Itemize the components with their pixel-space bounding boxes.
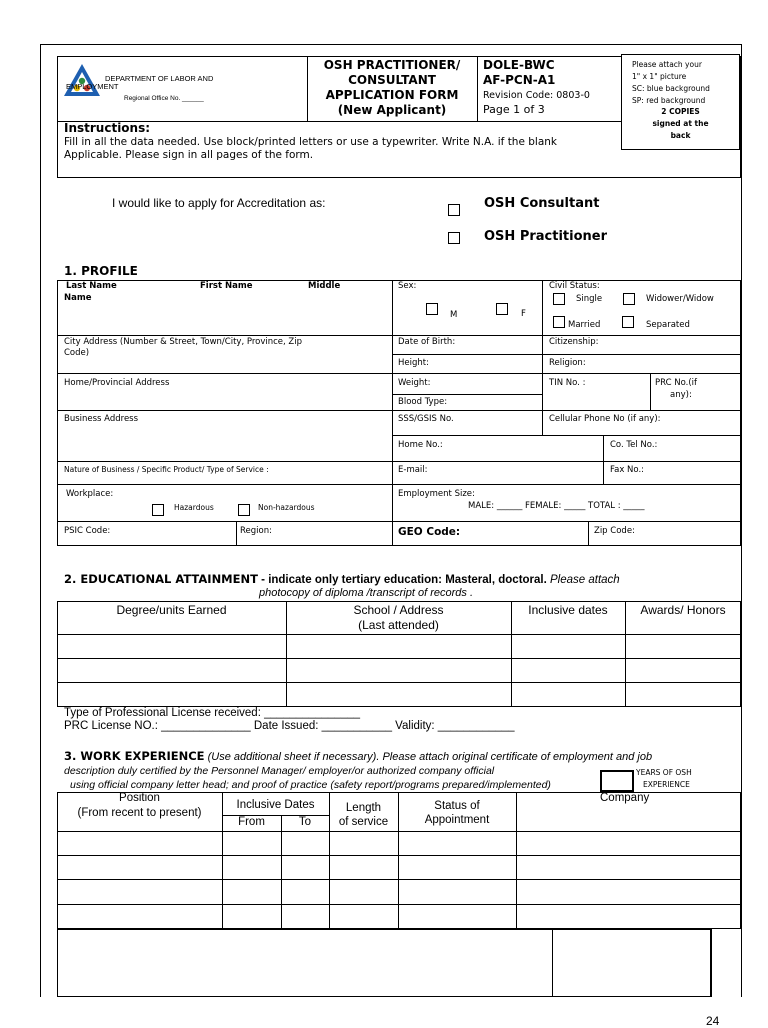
instructions-line2: Applicable. Please sign in all pages of the form. (64, 149, 314, 161)
form-title-2: CONSULTANT (348, 73, 436, 87)
work-line2: description duly certified by the Personnel Manager/ employer/or authorized company official (64, 765, 495, 777)
regional-office: Regional Office No. ______ (124, 95, 204, 102)
years-experience-box[interactable] (600, 770, 634, 792)
last-name-label: Last Name (66, 281, 117, 291)
degree-column-header: Degree/units Earned (116, 603, 227, 617)
years-experience-label-2: EXPERIENCE (643, 780, 690, 789)
years-experience-label-1: YEARS OF OSH (636, 768, 692, 777)
instructions-line1: Fill in all the data needed. Use block/printed letters or use a typewriter. Write N.A. if the blank (64, 136, 558, 148)
form-code-1: DOLE-BWC (483, 58, 555, 72)
form-title-4: (New Applicant) (337, 103, 447, 117)
sex-f-checkbox[interactable] (496, 303, 508, 315)
dob-label: Date of Birth: (398, 337, 456, 347)
to-header: To (298, 816, 312, 828)
awards-header: Awards/ Honors (640, 603, 726, 617)
profile-heading: 1. PROFILE (64, 264, 138, 278)
non-hazardous-label: Non-hazardous (258, 503, 315, 512)
education-heading-rest: - indicate only tertiary education: Masteral, doctoral. (257, 574, 547, 586)
school-column-header-2: (Last attended) (358, 618, 439, 632)
photo-note-6: signed at the (652, 119, 709, 128)
page-number: 24 (706, 1014, 720, 1028)
fax-label: Fax No.: (610, 465, 645, 475)
separated-label: Separated (646, 320, 690, 330)
sex-f-label: F (521, 309, 526, 319)
bottom-right-box (553, 929, 712, 997)
inclusive-dates-header: Inclusive dates (528, 603, 608, 617)
email-label: E-mail: (398, 465, 428, 475)
work-line3: using official company letter head; and proof of practice (safety report/programs prepared/implemented) (70, 779, 551, 791)
photo-note-5: 2 COPIES (661, 107, 700, 116)
form-title-1: OSH PRACTITIONER/ (323, 58, 461, 72)
photo-note-3: SC: blue background (632, 84, 710, 93)
education-line2: photocopy of diploma /transcript of records . (259, 587, 473, 599)
photo-note-2: 1" x 1" picture (632, 72, 687, 81)
single-label: Single (576, 294, 603, 304)
cellular-label: Cellular Phone No (if any): (549, 414, 661, 424)
citizenship-label: Citizenship: (549, 337, 599, 347)
dept-name-line2: EMPLOYMENT (66, 82, 119, 91)
revision-code: Revision Code: 0803-0 (483, 90, 590, 101)
first-name-label: First Name (200, 281, 253, 291)
from-header: From (238, 816, 265, 828)
employment-size-label: Employment Size: (398, 489, 475, 499)
height-label: Height: (398, 358, 429, 368)
sex-m-label: M (450, 310, 458, 320)
work-heading-rest: (Use additional sheet if necessary). Please attach original certificate of employment and job (204, 751, 653, 763)
workplace-label: Workplace: (66, 489, 114, 499)
length-header-1: Length (345, 802, 382, 814)
company-header: Company (600, 792, 650, 804)
city-address-label-1: City Address (Number & Street, Town/City, Province, Zip (64, 337, 303, 347)
form-code-2: AF-PCN-A1 (483, 73, 556, 87)
osh-practitioner-checkbox[interactable] (448, 232, 460, 244)
sss-label: SSS/GSIS No. (398, 414, 454, 424)
form-title-3: APPLICATION FORM (325, 88, 459, 102)
page-of: Page 1 of 3 (483, 103, 545, 116)
work-heading (64, 749, 652, 763)
married-label: Married (568, 320, 601, 330)
co-tel-label: Co. Tel No.: (610, 440, 658, 450)
inclusive-dates-work-header: Inclusive Dates (236, 799, 315, 811)
married-checkbox[interactable] (553, 316, 565, 328)
instructions-title: Instructions: (64, 121, 151, 135)
civil-status-label: Civil Status: (549, 281, 600, 291)
work-heading-title: 3. WORK EXPERIENCE (64, 749, 205, 763)
sex-m-checkbox[interactable] (426, 303, 438, 315)
prc-license-line: PRC License NO.: ______________ Date Issued: ___________ Validity: ____________ (64, 720, 515, 732)
position-header-2: (From recent to present) (77, 807, 202, 819)
home-no-label: Home No.: (398, 440, 443, 450)
position-header-1: Position (119, 792, 160, 804)
psic-code-label: PSIC Code: (64, 526, 111, 536)
separated-checkbox[interactable] (622, 316, 634, 328)
nature-business-label: Nature of Business / Specific Product/ Type of Service : (64, 465, 269, 474)
photo-note-1: Please attach your (632, 60, 702, 69)
widower-checkbox[interactable] (623, 293, 635, 305)
osh-consultant-label: OSH Consultant (484, 196, 600, 211)
weight-label: Weight: (398, 378, 431, 388)
name-label: Name (64, 293, 92, 303)
education-heading-italic: Please attach (546, 574, 620, 586)
hazardous-label: Hazardous (174, 503, 214, 512)
home-address-label: Home/Provincial Address (64, 378, 170, 388)
single-checkbox[interactable] (553, 293, 565, 305)
geo-code-label: GEO Code: (398, 526, 461, 538)
sex-label: Sex: (398, 281, 417, 291)
osh-practitioner-label: OSH Practitioner (484, 229, 607, 244)
prc-label-1: PRC No.(if (655, 378, 698, 388)
religion-label: Religion: (549, 358, 586, 368)
region-label: Region: (240, 526, 272, 536)
blood-type-label: Blood Type: (398, 397, 448, 407)
business-address-label: Business Address (64, 414, 139, 424)
widower-label: Widower/Widow (646, 294, 714, 304)
apply-label: I would like to apply for Accreditation as: (112, 196, 326, 210)
city-address-label-2: Code) (64, 348, 90, 358)
bottom-box (57, 929, 553, 997)
zip-code-label: Zip Code: (594, 526, 635, 536)
education-heading-title: 2. EDUCATIONAL ATTAINMENT (64, 572, 258, 586)
dept-name-line1: DEPARTMENT OF LABOR AND (105, 74, 214, 83)
status-header-2: Appointment (424, 814, 490, 826)
length-header-2: of service (338, 816, 389, 828)
non-hazardous-checkbox[interactable] (238, 504, 250, 516)
status-header-1: Status of (434, 800, 480, 812)
male-female-total: MALE: ______ FEMALE: _____ TOTAL : _____ (468, 501, 645, 511)
prc-label-2: any): (670, 390, 692, 400)
middle-label: Middle (308, 281, 341, 291)
photo-note-7: back (670, 131, 691, 140)
hazardous-checkbox[interactable] (152, 504, 164, 516)
tin-label: TIN No. : (549, 378, 586, 388)
education-heading (64, 572, 620, 586)
osh-consultant-checkbox[interactable] (448, 204, 460, 216)
school-column-header-1: School / Address (353, 603, 444, 617)
license-type-line: Type of Professional License received: _______________ (64, 707, 361, 719)
photo-note-4: SP: red background (632, 96, 706, 105)
